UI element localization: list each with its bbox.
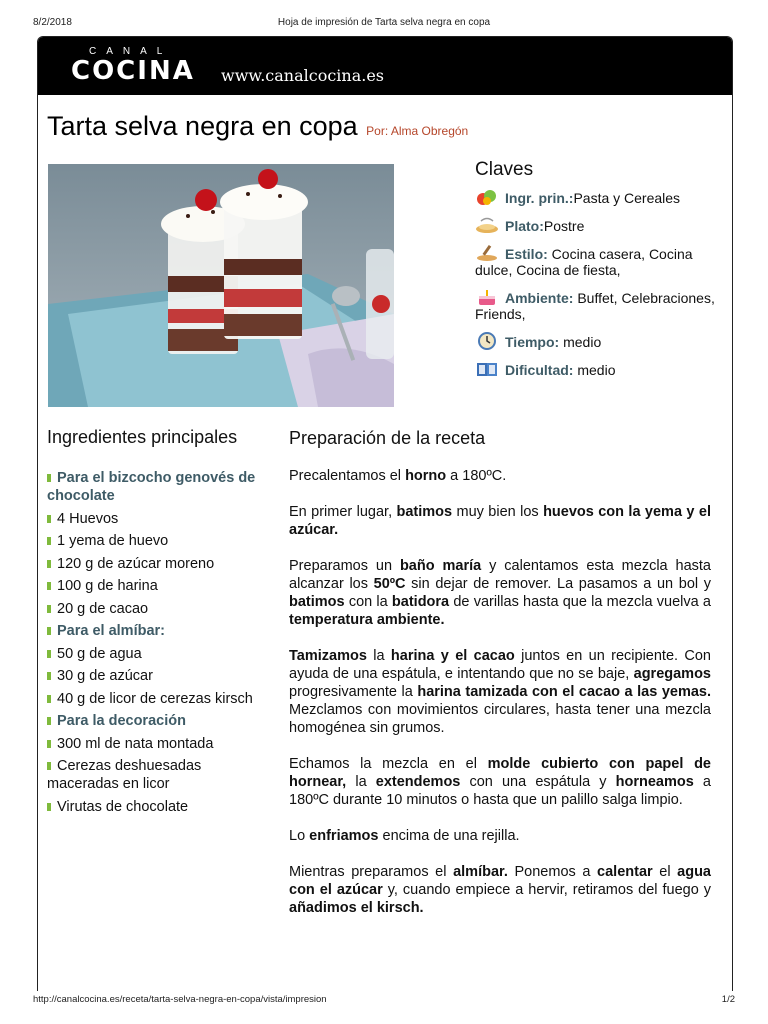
bullet-icon <box>47 515 51 523</box>
ingredient-text: 20 g de cacao <box>57 600 149 617</box>
clave-dificultad <box>475 360 725 378</box>
step-text: sin dejar de remover. La pasamos a un bol y <box>405 576 711 592</box>
ingredient-text: Virutas de chocolate <box>57 798 189 815</box>
ingredient-text: 30 g de azúcar <box>57 668 153 684</box>
clave-label: Tiempo: <box>505 334 560 350</box>
ingredients-panel <box>47 428 267 820</box>
header-banner <box>38 37 732 95</box>
recipe-author[interactable]: Por: Alma Obregón <box>366 124 469 138</box>
step-text: Preparamos un <box>289 558 400 574</box>
step-emphasis: enfriamos <box>309 828 379 844</box>
preparation-step <box>289 557 711 629</box>
step-text: Echamos la mezcla en el <box>289 756 488 772</box>
preparation-step <box>289 503 711 539</box>
clave-label: Plato: <box>505 218 544 234</box>
clave-value: Postre <box>543 218 585 234</box>
ingredient-item <box>47 757 267 793</box>
ingredient-text: Cerezas deshuesadas maceradas en licor <box>47 758 202 792</box>
print-date: 8/2/2018 <box>33 17 72 28</box>
step-text: Mientras preparamos el <box>289 864 454 880</box>
step-text: progresivamente la <box>289 684 418 700</box>
ingredient-item <box>47 735 267 753</box>
ingredient-item <box>47 667 267 685</box>
ingredient-item <box>47 577 267 595</box>
title-row <box>47 111 468 142</box>
recipe-title: Tarta selva negra en copa <box>47 111 358 141</box>
book-icon <box>475 360 499 378</box>
ingredient-section <box>47 469 267 505</box>
step-emphasis: agua con el azúcar <box>289 864 711 898</box>
step-text: En primer lugar, <box>289 504 397 520</box>
step-text: Precalentamos el <box>289 468 406 484</box>
preparation-panel <box>289 429 711 935</box>
bullet-icon <box>47 717 51 725</box>
step-text: con una espátula y <box>460 774 616 790</box>
clave-label: Dificultad: <box>505 362 574 378</box>
cake-icon <box>475 288 499 306</box>
ingredient-text: 4 Huevos <box>57 510 119 527</box>
ingredient-text: Para la decoración <box>57 713 186 729</box>
claves-panel <box>475 159 725 388</box>
step-emphasis: molde cubierto con papel de hornear, <box>289 756 711 790</box>
ingredient-item <box>47 798 267 816</box>
step-text: el <box>652 864 678 880</box>
step-emphasis: batidora <box>391 594 450 610</box>
clave-value: medio <box>573 362 616 378</box>
step-text: con la <box>344 594 392 610</box>
ingredient-item <box>47 600 267 618</box>
step-text: Ponemos a <box>507 864 598 880</box>
ingredient-section <box>47 622 267 640</box>
step-emphasis: agregamos <box>633 666 711 682</box>
preparation-heading: Preparación de la receta <box>289 428 486 448</box>
bullet-icon <box>47 672 51 680</box>
site-url[interactable]: www.canalcocina.es <box>221 66 385 85</box>
dish-icon <box>475 216 499 234</box>
step-emphasis: calentar <box>597 864 653 880</box>
claves-heading: Claves <box>475 159 534 180</box>
recipe-photo <box>48 164 394 407</box>
ingredient-item <box>47 532 267 550</box>
preparation-step <box>289 827 711 845</box>
print-footer <box>0 994 768 1008</box>
clave-value: medio <box>559 334 602 350</box>
bullet-icon <box>47 474 51 482</box>
clave-label: Estilo: <box>505 246 548 262</box>
ingredient-text: 100 g de harina <box>57 578 158 594</box>
step-text: de varillas hasta que la mezcla vuelva a <box>449 594 711 610</box>
preparation-step <box>289 647 711 737</box>
ingredient-text: Para el almíbar: <box>57 623 165 639</box>
ingredient-text: 40 g de licor de cerezas kirsch <box>57 690 253 707</box>
ingredient-item <box>47 690 267 708</box>
clave-plato <box>475 216 725 234</box>
step-text: Mezclamos con movimientos circulares, hasta tener una mezcla homogénea sin grumos. <box>289 702 711 736</box>
bullet-icon <box>47 560 51 568</box>
bullet-icon <box>47 582 51 590</box>
ingredient-item <box>47 555 267 573</box>
bullet-icon <box>47 650 51 658</box>
bullet-icon <box>47 605 51 613</box>
bullet-icon <box>47 762 51 770</box>
ingredient-item <box>47 510 267 528</box>
clave-ambiente <box>475 288 725 322</box>
clave-value: Cocina casera, Cocina dulce, Cocina de fiesta, <box>475 246 693 278</box>
ingredients-icon <box>475 188 499 206</box>
step-text: la <box>346 774 376 790</box>
step-emphasis: harina tamizada con el cacao a las yemas. <box>417 684 711 700</box>
ingredients-heading: Ingredientes principales <box>47 427 238 447</box>
preparation-step <box>289 863 711 917</box>
ingredient-text: Para el bizcocho genovés de chocolate <box>47 470 256 504</box>
ingredient-text: 300 ml de nata montada <box>57 735 214 752</box>
clave-label: Ambiente: <box>505 290 574 306</box>
print-title: Hoja de impresión de Tarta selva negra en copa <box>277 17 491 28</box>
clave-value: Pasta y Cereales <box>573 190 681 206</box>
clock-icon <box>475 332 499 350</box>
ingredient-text: 50 g de agua <box>57 645 142 662</box>
step-emphasis: huevos con la yema y el azúcar. <box>289 504 711 538</box>
step-emphasis: horno <box>405 468 447 484</box>
step-text: encima de una rejilla. <box>378 828 520 844</box>
step-text: a 180ºC. <box>446 468 507 484</box>
step-emphasis: horneamos <box>615 774 694 790</box>
preparation-step <box>289 755 711 809</box>
print-header <box>0 17 768 31</box>
ingredient-section <box>47 712 267 730</box>
step-emphasis: Tamizamos <box>289 648 367 664</box>
clave-tiempo <box>475 332 725 350</box>
clave-label: Ingr. prin.: <box>505 190 574 206</box>
page-number: 1/2 <box>721 994 735 1005</box>
canal-cocina-logo[interactable] <box>71 47 195 85</box>
print-url: http://canalcocina.es/receta/tarta-selva-negra-en-copa/vista/impresion <box>33 994 327 1005</box>
bullet-icon <box>47 537 51 545</box>
step-emphasis: temperatura ambiente. <box>289 612 445 628</box>
bullet-icon <box>47 740 51 748</box>
step-emphasis: baño maría <box>399 558 482 574</box>
ingredient-item <box>47 645 267 663</box>
step-text: y, cuando empiece a hervir, retiramos del fuego y <box>382 882 712 898</box>
step-emphasis: batimos <box>396 504 453 520</box>
bullet-icon <box>47 803 51 811</box>
step-emphasis: extendemos <box>375 774 461 790</box>
ingredient-text: 120 g de azúcar moreno <box>57 555 215 572</box>
clave-value: Buffet, Celebraciones, Friends, <box>475 290 715 322</box>
logo-canal: CANAL <box>89 46 173 57</box>
preparation-steps <box>289 467 711 917</box>
step-emphasis: batimos <box>289 594 345 610</box>
style-icon <box>475 244 499 262</box>
bullet-icon <box>47 627 51 635</box>
step-emphasis: añadimos el kirsch. <box>289 900 424 916</box>
preparation-step <box>289 467 711 485</box>
ingredients-list <box>47 469 267 816</box>
logo-cocina: COCINA <box>71 56 195 86</box>
ingredient-text: 1 yema de huevo <box>57 533 169 549</box>
step-text: la <box>366 648 391 664</box>
step-emphasis: harina y el cacao <box>390 648 515 664</box>
step-text: y calentamos esta mezcla hasta alcanzar los <box>289 558 711 592</box>
step-text: muy bien los <box>452 504 544 520</box>
bullet-icon <box>47 695 51 703</box>
step-text: Lo <box>289 828 310 844</box>
step-emphasis: 50ºC <box>373 576 406 592</box>
clave-estilo <box>475 244 725 278</box>
step-emphasis: almíbar. <box>453 864 508 880</box>
step-text: juntos en un recipiente. Con ayuda de una espátula, e intentando que no se baje, <box>289 648 711 682</box>
step-text: a 180ºC durante 10 minutos o hasta que un palillo salga limpio. <box>289 774 711 808</box>
recipe-sheet <box>37 36 733 991</box>
clave-ingr <box>475 188 725 206</box>
